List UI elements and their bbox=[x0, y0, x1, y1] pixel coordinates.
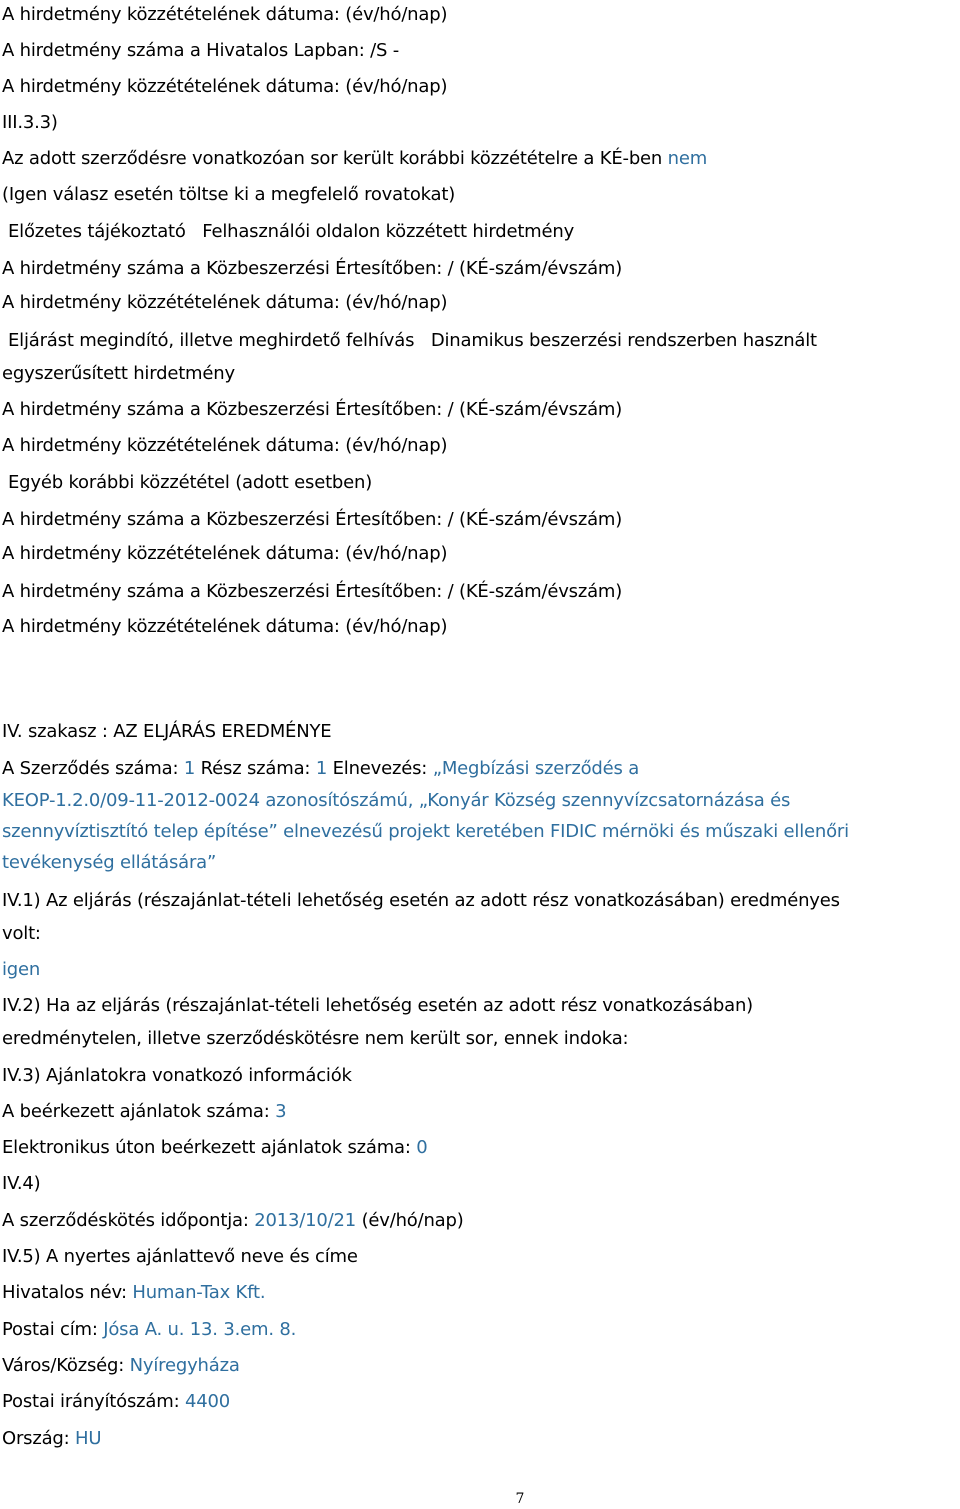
city-label: Város/Község: bbox=[2, 1355, 125, 1376]
postal-code-label: Postai irányítószám: bbox=[2, 1391, 180, 1412]
iv1-question-continued: volt: bbox=[2, 923, 41, 944]
contract-date-line bbox=[2, 1209, 464, 1233]
page-number: 7 bbox=[515, 1491, 525, 1507]
notice-number-line: A hirdetmény száma a Közbeszerzési Értesítőben: / (KÉ-szám/évszám) bbox=[2, 509, 623, 530]
part-number-label: Rész száma: bbox=[200, 758, 311, 779]
country-label: Ország: bbox=[2, 1428, 70, 1449]
part-number-value: 1 bbox=[315, 758, 328, 779]
postal-address-label: Postai cím: bbox=[2, 1319, 98, 1340]
prelim-notice-type: Felhasználói oldalon közzétett hirdetmény bbox=[202, 221, 575, 242]
contract-number-label: A Szerződés száma: bbox=[2, 758, 179, 779]
call-notice-type-continued: egyszerűsített hirdetmény bbox=[2, 363, 235, 384]
call-notice-label: Eljárást megindító, illetve meghirdető felhívás bbox=[8, 330, 415, 351]
iv5-heading: IV.5) A nyertes ajánlattevő neve és címe bbox=[2, 1246, 358, 1267]
contract-name-value-continued: tevékenység ellátására” bbox=[2, 852, 217, 873]
section-iv-heading: IV. szakasz : AZ ELJÁRÁS EREDMÉNYE bbox=[2, 721, 332, 742]
contract-name-value: „Megbízási szerződés a bbox=[432, 758, 640, 779]
bids-count-value: 3 bbox=[275, 1101, 287, 1122]
publication-date-line: A hirdetmény közzétételének dátuma: (év/hó/nap) bbox=[2, 435, 448, 456]
iv2-question-continued: eredménytelen, illetve szerződéskötésre nem került sor, ennek indoka: bbox=[2, 1028, 629, 1049]
contract-date-format: (év/hó/nap) bbox=[361, 1210, 464, 1231]
contract-name-value-continued: KEOP-1.2.0/09-11-2012-0024 azonosítószámú, „Konyár Község szennyvízcsatornázása és bbox=[2, 790, 791, 811]
prelim-notice-label: Előzetes tájékoztató bbox=[8, 221, 186, 242]
publication-date-line: A hirdetmény közzétételének dátuma: (év/hó/nap) bbox=[2, 616, 448, 637]
iv4-heading: IV.4) bbox=[2, 1173, 41, 1194]
prior-publication-question bbox=[2, 147, 707, 171]
electronic-bids-value: 0 bbox=[416, 1137, 428, 1158]
notice-number-line: A hirdetmény száma a Közbeszerzési Értesítőben: / (KÉ-szám/évszám) bbox=[2, 581, 623, 602]
other-publication-label: Egyéb korábbi közzététel (adott esetben) bbox=[8, 472, 373, 493]
bids-count-line bbox=[2, 1100, 286, 1124]
publication-date-line: A hirdetmény közzétételének dátuma: (év/hó/nap) bbox=[2, 76, 448, 97]
country-line bbox=[2, 1427, 101, 1451]
publication-date-line: A hirdetmény közzétételének dátuma: (év/hó/nap) bbox=[2, 4, 448, 25]
postal-code-line bbox=[2, 1390, 230, 1414]
postal-code-value: 4400 bbox=[184, 1391, 230, 1412]
contract-info-line bbox=[2, 757, 639, 781]
iv3-heading: IV.3) Ajánlatokra vonatkozó információk bbox=[2, 1065, 352, 1086]
call-notice-row bbox=[8, 329, 817, 353]
iv1-answer: igen bbox=[2, 959, 41, 980]
prior-publication-answer: nem bbox=[667, 148, 708, 169]
publication-date-line: A hirdetmény közzétételének dátuma: (év/hó/nap) bbox=[2, 543, 448, 564]
contract-name-label: Elnevezés: bbox=[332, 758, 428, 779]
city-value: Nyíregyháza bbox=[129, 1355, 240, 1376]
iv1-question: IV.1) Az eljárás (részajánlat-tételi lehetőség esetén az adott rész vonatkozásában) eredményes bbox=[2, 890, 840, 911]
instruction-text: (Igen válasz esetén töltse ki a megfelelő rovatokat) bbox=[2, 184, 456, 205]
postal-address-line bbox=[2, 1318, 296, 1342]
publication-date-line: A hirdetmény közzétételének dátuma: (év/hó/nap) bbox=[2, 292, 448, 313]
notice-number-line: A hirdetmény száma a Közbeszerzési Értesítőben: / (KÉ-szám/évszám) bbox=[2, 258, 623, 279]
call-notice-type: Dinamikus beszerzési rendszerben használt bbox=[430, 330, 817, 351]
notice-number-line: A hirdetmény száma a Közbeszerzési Értesítőben: / (KÉ-szám/évszám) bbox=[2, 399, 623, 420]
prelim-notice-row bbox=[8, 220, 574, 244]
postal-address-value: Jósa A. u. 13. 3.em. 8. bbox=[103, 1319, 297, 1340]
city-line bbox=[2, 1354, 240, 1378]
electronic-bids-label: Elektronikus úton beérkezett ajánlatok száma: bbox=[2, 1137, 411, 1158]
iv2-question: IV.2) Ha az eljárás (részajánlat-tételi lehetőség esetén az adott rész vonatkozásában) bbox=[2, 995, 753, 1016]
contract-date-value: 2013/10/21 bbox=[254, 1210, 357, 1231]
electronic-bids-line bbox=[2, 1136, 428, 1160]
bids-count-label: A beérkezett ajánlatok száma: bbox=[2, 1101, 270, 1122]
section-number-iii-3-3: III.3.3) bbox=[2, 112, 58, 133]
prior-publication-question-text: Az adott szerződésre vonatkozóan sor került korábbi közzétételre a KÉ-ben bbox=[2, 148, 663, 169]
official-name-value: Human-Tax Kft. bbox=[132, 1282, 266, 1303]
contract-date-label: A szerződéskötés időpontja: bbox=[2, 1210, 249, 1231]
contract-number-value: 1 bbox=[183, 758, 196, 779]
official-name-line bbox=[2, 1281, 265, 1305]
contract-name-value-continued: szennyvíztisztító telep építése” elnevezésű projekt keretében FIDIC mérnöki és műszaki ellenőri bbox=[2, 821, 849, 842]
country-value: HU bbox=[75, 1428, 102, 1449]
official-name-label: Hivatalos név: bbox=[2, 1282, 127, 1303]
official-journal-number-line: A hirdetmény száma a Hivatalos Lapban: /S - bbox=[2, 40, 400, 61]
